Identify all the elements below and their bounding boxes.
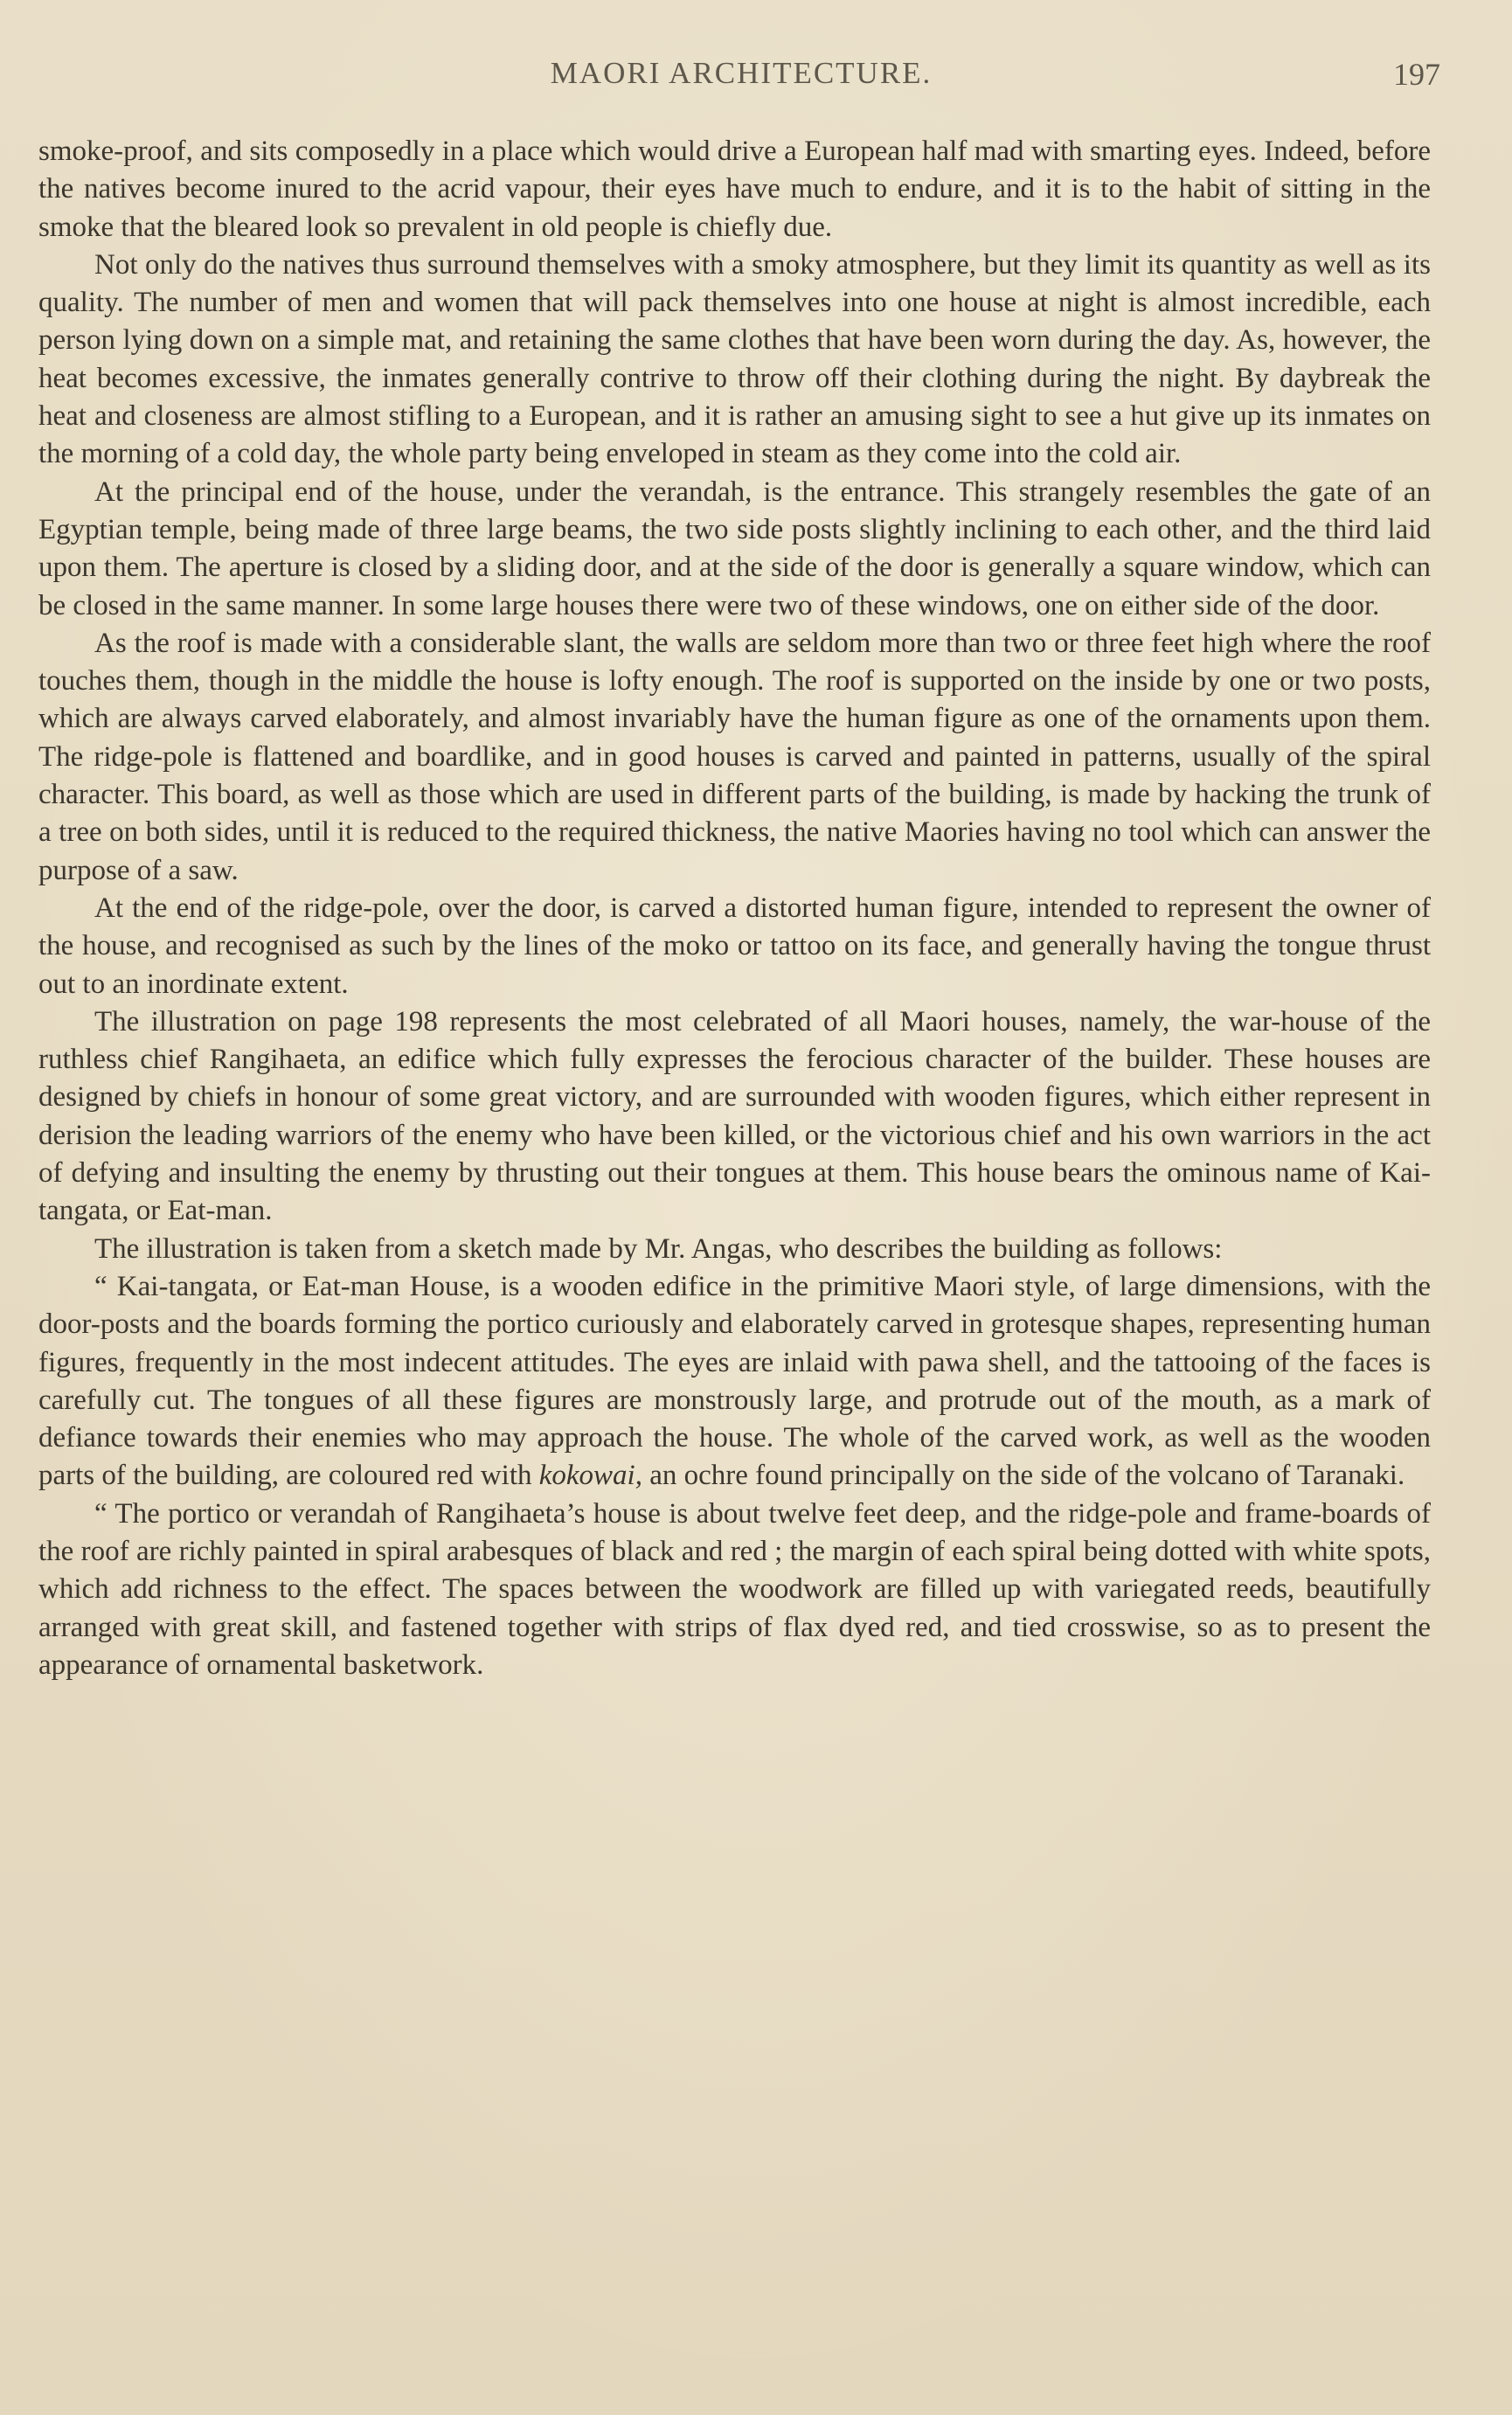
quote-text-after: an ochre found principally on the side of the volcano of Taranaki. [642,1460,1405,1492]
paragraph-4: As the roof is made with a considerable slant, the walls are seldom more than two or three feet high where the roof touches them, though in the middle the house is lofty enough. The roof is supported on the inside by one or two posts, which are always carved elaborately, and almost invariably have the human figure as one of the ornaments upon them. The ridge-pole is flattened and boardlike, and in good houses is carved and painted in patterns, usually of the spiral character. This board, as well as those which are used in different parts of the building, is made by hacking the trunk of a tree on both sides, until it is reduced to the required thickness, the native Maories having no tool which can answer the purpose of a saw. [38,627,1431,886]
body-text [38,133,1431,1684]
paragraph-9: “ The portico or verandah of Rangihaeta’s house is about twelve feet deep, and the ridge-pole and frame-boards of the roof are richly painted in spiral arabesques of black and red ; the margin of each spiral being dotted with white spots, which add richness to the effect. The spaces between the woodwork are filled up with variegated reeds, beautifully arranged with great skill, and fastened together with strips of flax dyed red, and tied crosswise, so as to present the appearance of ornamental basketwork. [38,1497,1431,1681]
paragraph-7: The illustration is taken from a sketch made by Mr. Angas, who describes the building as follows: [94,1232,1223,1265]
paragraph-8 [38,1268,1431,1495]
paragraph-6: The illustration on page 198 represents the most celebrated of all Maori houses, namely, the war-house of the ruthless chief Rangihaeta, an edifice which fully expresses the ferocious character of the builder. These houses are designed by chiefs in honour of some great victory, and are surrounded with wooden figures, which either represent in derision the leading warriors of the enemy who have been killed, or the victorious chief and his own warriors in the act of defying and insulting the enemy by thrusting out their tongues at them. This house bears the ominous name of Kai-tangata, or Eat-man. [38,1005,1431,1227]
paragraph-1: smoke-proof, and sits composedly in a place which would drive a European half mad with smarting eyes. Indeed, before the natives become inured to the acrid vapour, their eyes have much to endure, and it is to the habit of sitting in the smoke that the bleared look so prevalent in old people is chiefly due. [38,135,1431,243]
paragraph-2: Not only do the natives thus surround themselves with a smoky atmosphere, but they limit its quantity as well as its quality. The number of men and women that will pack themselves into one house at night is almost incredible, each person lying down on a simple mat, and retaining the same clothes that have been worn during the day. As, however, the heat becomes excessive, the inmates generally contrive to throw off their clothing during the night. By daybreak the heat and closeness are almost stifling to a European, and it is rather an amusing sight to see a hut give up its inmates on the morning of a cold day, the whole party being enveloped in steam as they come into the cold air. [38,248,1431,470]
page-header [42,56,1440,105]
italic-term-kokowai: kokowai, [538,1460,642,1492]
paragraph-5: At the end of the ridge-pole, over the door, is carved a distorted human figure, intended to represent the owner of the house, and recognised as such by the lines of the moko or tattoo on its face, and generally having the tongue thrust out to an inordinate extent. [38,892,1431,1000]
running-title: MAORI ARCHITECTURE. [550,56,933,90]
quote-text-before: “ Kai-tangata, or Eat-man House, is a wooden edifice in the primitive Maori style, of large dimensions, with the door-posts and the boards forming the portico curiously and elaborately carved in grotesque shapes, representing human figures, frequently in the most indecent attitudes. The eyes are inlaid with pawa shell, and the tattooing of the faces is carefully cut. The tongues of all these figures are monstrously large, and protrude out of the mouth, as a mark of defiance towards their enemies who may approach the house. The whole of the carved work, as well as the wooden parts of the building, are coloured red with [38,1270,1431,1492]
paragraph-3: At the principal end of the house, under the verandah, is the entrance. This strangely resembles the gate of an Egyptian temple, being made of three large beams, the two side posts slightly inclining to each other, and the third laid upon them. The aperture is closed by a sliding door, and at the side of the door is generally a square window, which can be closed in the same manner. In some large houses there were two of these windows, one on either side of the door. [38,475,1431,621]
page-number: 197 [1393,57,1440,92]
